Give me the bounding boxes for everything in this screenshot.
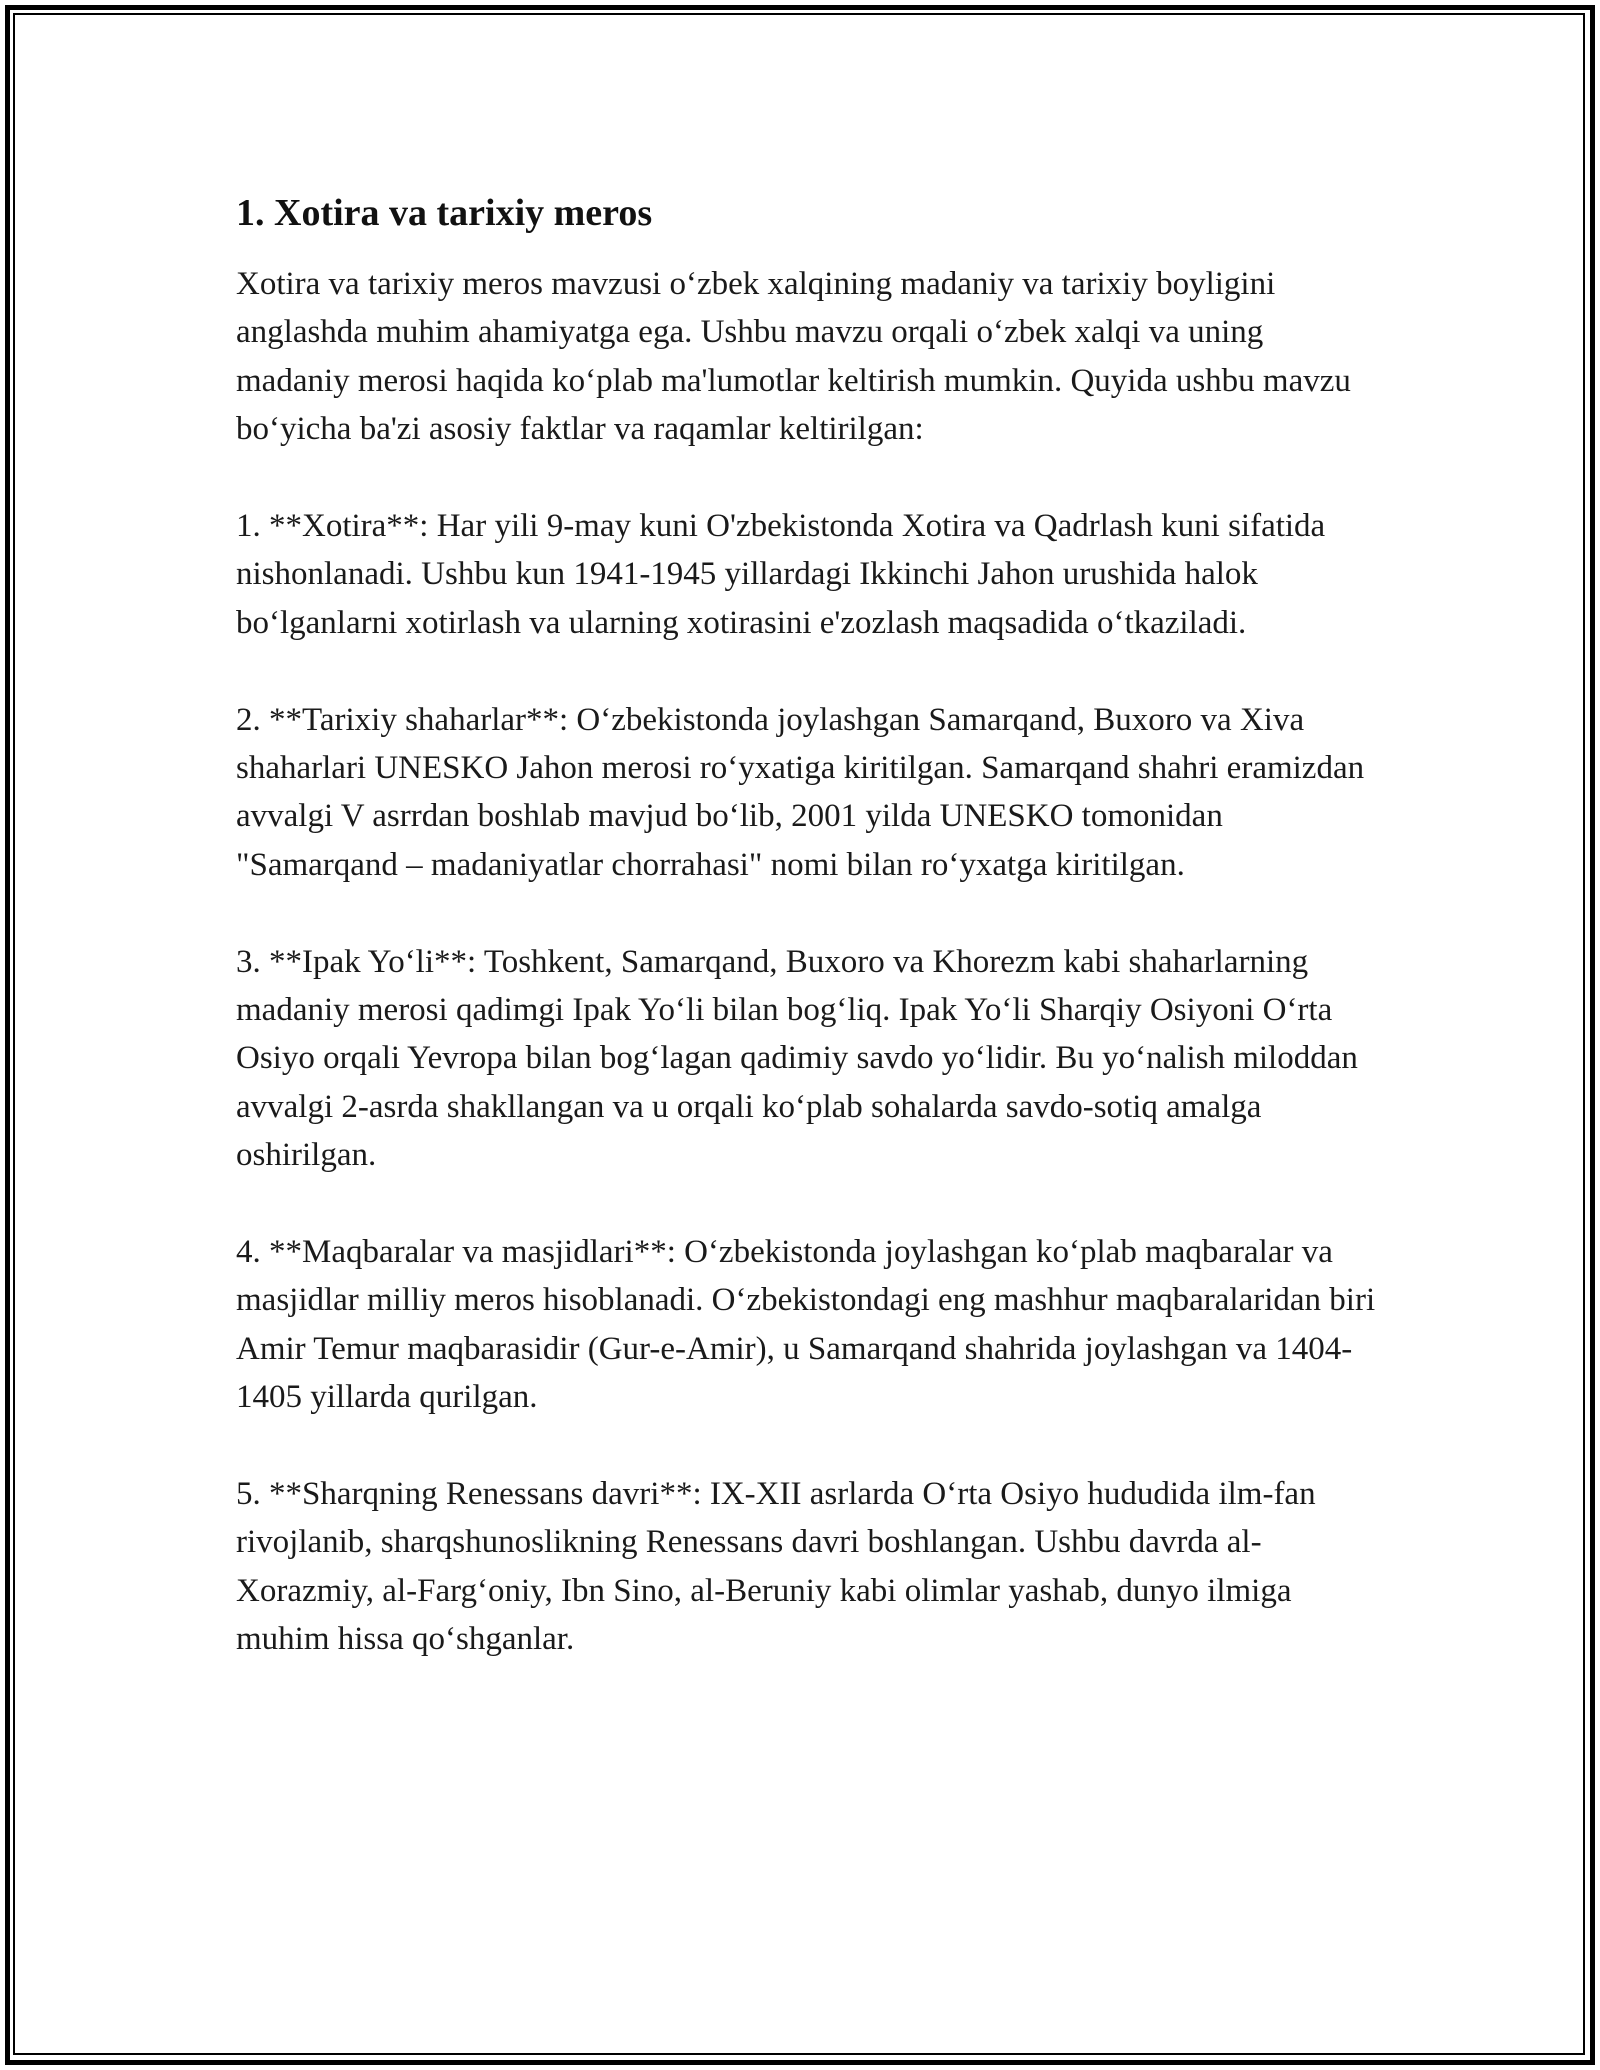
list-item-renessans: 5. **Sharqning Renessans davri**: IX-XII asrlarda O‘rta Osiyo hududida ilm-fan rivojlanib, sharqshunoslikning Renessans davri boshlangan. Ushbu davrda al-Xorazmiy, al-Farg‘oniy, Ibn Sino, al-Beruniy kabi olimlar yashab, dunyo ilmiga muhim hissa qo‘shganlar. [236,1476,1316,1658]
list-item-maqbaralar: 4. **Maqbaralar va masjidlari**: O‘zbekistonda joylashgan ko‘plab maqbaralar va masjidlar milliy meros hisoblanadi. O‘zbekistondagi eng mashhur maqbaralaridan biri Amir Temur maqbarasidir (Gur-e-Amir), u Samarqand shahrida joylashgan va 1404-1405 yillarda qurilgan. [236,1234,1376,1416]
list-item-xotira: 1. **Xotira**: Har yili 9-may kuni O'zbekistonda Xotira va Qadrlash kuni sifatida nishonlanadi. Ushbu kun 1941-1945 yillardagi Ikkinchi Jahon urushida halok bo‘lganlarni xotirlash va ularning xotirasini e'zozlash maqsadida o‘tkaziladi. [236,508,1326,641]
list-item-ipak-yoli: 3. **Ipak Yo‘li**: Toshkent, Samarqand, Buxoro va Khorezm kabi shaharlarning madaniy merosi qadimgi Ipak Yo‘li bilan bog‘liq. Ipak Yo‘li Sharqiy Osiyoni O‘rta Osiyo orqali Yevropa bilan bog‘lagan qadimiy savdo yo‘lidir. Bu yo‘nalish miloddan avvalgi 2-asrda shakllangan va u orqali ko‘plab sohalarda savdo-sotiq amalga oshirilgan. [236,943,1358,1174]
section-heading: 1. Xotira va tarixiy meros [236,192,653,234]
document-body [236,188,1376,1712]
list-item-tarixiy-shaharlar: 2. **Tarixiy shaharlar**: O‘zbekistonda joylashgan Samarqand, Buxoro va Xiva shaharlari UNESKO Jahon merosi ro‘yxatiga kiritilgan. Samarqand shahri eramizdan avvalgi V asrrdan boshlab mavjud bo‘lib, 2001 yilda UNESKO tomonidan "Samarqand – madaniyatlar chorrahasi" nomi bilan ro‘yxatga kiritilgan. [236,701,1365,883]
intro-paragraph: Xotira va tarixiy meros mavzusi o‘zbek xalqining madaniy va tarixiy boyligini anglashda muhim ahamiyatga ega. Ushbu mavzu orqali o‘zbek xalqi va uning madaniy merosi haqida ko‘plab ma'lumotlar keltirish mumkin. Quyida ushbu mavzu bo‘yicha ba'zi asosiy faktlar va raqamlar keltirilgan: [236,266,1351,448]
